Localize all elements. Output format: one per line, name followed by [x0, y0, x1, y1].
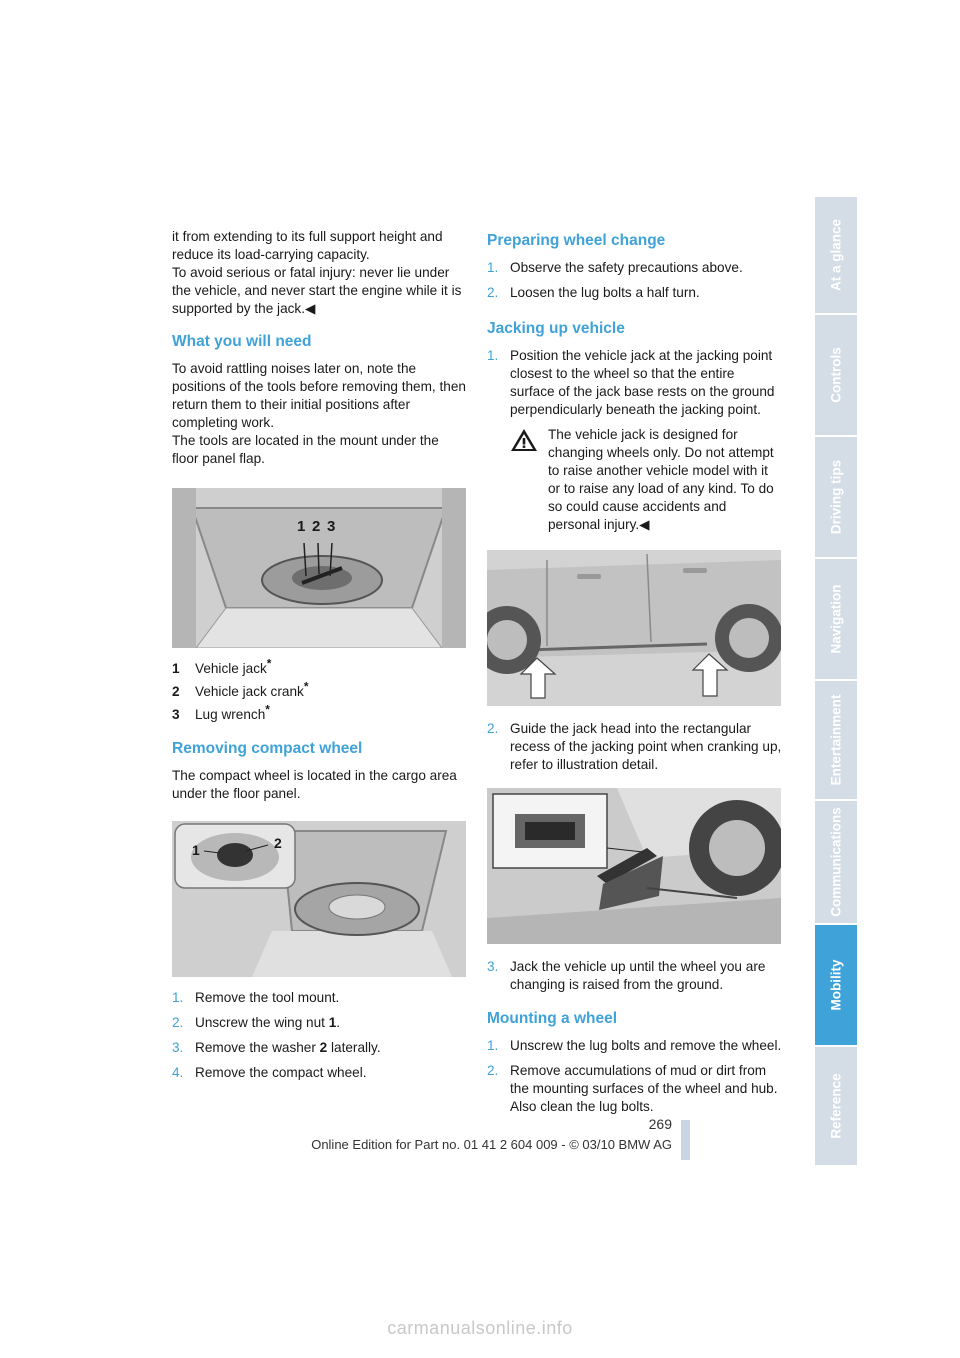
step-ref: 2 — [319, 1040, 328, 1055]
tab-label: At a glance — [828, 218, 844, 292]
step-text: Unscrew the wing nut — [195, 1015, 329, 1030]
footer-bar — [681, 1120, 690, 1160]
option-star: * — [265, 702, 270, 717]
step-number: 2. — [172, 1015, 184, 1030]
step-text: Jack the vehicle up until the wheel you are changing is raised from the ground. — [510, 959, 766, 992]
option-star: * — [303, 679, 309, 694]
right-column — [487, 228, 782, 1123]
step-text: Remove the washer — [195, 1040, 320, 1055]
tool-item — [172, 656, 467, 678]
intro-paragraph-1: it from extending to its full support height and reduce its load-carrying capacity. — [172, 229, 443, 262]
step-item — [487, 347, 782, 419]
step-text: Position the vehicle jack at the jacking point closest to the wheel so that the entire surface of the jack base rests on the ground perpendicularly beneath the jacking point. — [510, 348, 775, 417]
tab-controls[interactable] — [815, 315, 857, 437]
tool-label: Vehicle jack crank — [195, 684, 304, 699]
step-item — [487, 1037, 782, 1055]
step-text: Remove the tool mount. — [195, 990, 340, 1005]
cargo-tools-illustration — [172, 488, 466, 648]
step-number: 1. — [487, 348, 499, 363]
warning-block — [510, 426, 782, 534]
step-text: Remove the compact wheel. — [195, 1065, 367, 1080]
callout-1: 1 — [297, 518, 306, 535]
intro-paragraph-2: To avoid serious or fatal injury: never lie under the vehicle, and never start the engine while it is supported by the jack.◀ — [172, 265, 462, 316]
compact-wheel-paragraph: The compact wheel is located in the cargo area under the floor panel. — [172, 768, 457, 801]
figure-cargo-tools — [172, 488, 466, 648]
jacking-points-illustration — [487, 550, 781, 706]
tab-reference[interactable] — [815, 1047, 857, 1167]
heading-mounting-a-wheel: Mounting a wheel — [487, 1010, 618, 1027]
tab-entertainment[interactable] — [815, 681, 857, 801]
warning-triangle-icon — [510, 428, 538, 452]
figure-jack-head — [487, 788, 781, 944]
step-item — [172, 989, 467, 1007]
tab-label: Driving tips — [828, 459, 844, 535]
step-text-end: laterally. — [327, 1040, 381, 1055]
tab-label: Controls — [828, 347, 844, 403]
tab-navigation[interactable] — [815, 559, 857, 681]
warning-text: The vehicle jack is designed for changing wheels only. Do not attempt to raise another vehicle model with it or to raise any load of any kind. To do so could cause accidents and personal injury.◀ — [548, 427, 774, 532]
tab-driving-tips[interactable] — [815, 437, 857, 559]
step-text: Loosen the lug bolts a half turn. — [510, 285, 700, 300]
step-number: 1. — [487, 260, 499, 275]
callout-2: 2 — [274, 835, 282, 851]
figure-jacking-points — [487, 550, 781, 706]
tab-label: Communications — [828, 807, 844, 917]
tab-mobility[interactable] — [815, 925, 857, 1047]
heading-preparing-wheel-change: Preparing wheel change — [487, 232, 666, 249]
tab-at-a-glance[interactable] — [815, 197, 857, 315]
option-star: * — [266, 656, 272, 671]
heading-jacking-up-vehicle: Jacking up vehicle — [487, 320, 625, 337]
step-number: 1. — [487, 1038, 499, 1053]
tools-location-paragraph: The tools are located in the mount under the floor panel flap. — [172, 433, 439, 466]
step-text: Guide the jack head into the rectangular recess of the jacking point when cranking up, refer to illustration detail. — [510, 721, 782, 772]
step-text: Observe the safety precautions above. — [510, 260, 743, 275]
tool-label: Vehicle jack — [195, 661, 267, 676]
tab-communications[interactable] — [815, 801, 857, 925]
step-item — [172, 1039, 467, 1057]
tool-label: Lug wrench — [195, 707, 266, 722]
callout-1: 1 — [192, 842, 200, 858]
step-number: 4. — [172, 1065, 184, 1080]
compact-wheel-illustration — [172, 821, 466, 977]
edition-line: Online Edition for Part no. 01 41 2 604 009 - © 03/10 BMW AG — [311, 1137, 672, 1152]
step-number: 2. — [487, 285, 499, 300]
tool-number: 3 — [172, 707, 180, 722]
tab-label: Mobility — [828, 959, 844, 1011]
heading-what-you-need: What you will need — [172, 333, 312, 350]
step-text-end: . — [336, 1015, 341, 1030]
step-number: 2. — [487, 1063, 499, 1078]
heading-removing-compact-wheel: Removing compact wheel — [172, 740, 363, 757]
watermark-text: carmanualsonline.info — [387, 1318, 573, 1338]
step-item — [172, 1064, 467, 1082]
tool-number: 2 — [172, 684, 180, 699]
tool-number: 1 — [172, 661, 180, 676]
step-item — [487, 958, 782, 994]
step-number: 2. — [487, 721, 499, 736]
step-item — [487, 284, 782, 302]
jack-head-illustration — [487, 788, 781, 944]
step-text: Unscrew the lug bolts and remove the wheel. — [510, 1038, 782, 1053]
step-number: 3. — [172, 1040, 184, 1055]
step-number: 3. — [487, 959, 499, 974]
tab-label: Entertainment — [828, 694, 844, 786]
step-item — [172, 1014, 467, 1032]
step-text: Remove accumulations of mud or dirt from the mounting surfaces of the wheel and hub. Also clean the lug bolts. — [510, 1063, 778, 1114]
tab-label: Navigation — [828, 584, 844, 654]
tab-label: Reference — [828, 1073, 844, 1139]
step-item — [487, 720, 782, 774]
figure-compact-wheel — [172, 821, 466, 977]
step-ref: 1 — [328, 1015, 337, 1030]
callout-2: 2 — [312, 518, 321, 535]
page-number: 269 — [648, 1116, 672, 1132]
step-item — [487, 1062, 782, 1116]
tool-item — [172, 679, 467, 701]
tool-item — [172, 702, 467, 724]
chapter-tabs — [815, 197, 857, 1167]
tools-note-paragraph: To avoid rattling noises later on, note the positions of the tools before removing them, then return them to their initial positions after completing work. — [172, 361, 466, 430]
step-number: 1. — [172, 990, 184, 1005]
left-column — [172, 228, 467, 1089]
callout-3: 3 — [327, 518, 336, 535]
step-item — [487, 259, 782, 277]
